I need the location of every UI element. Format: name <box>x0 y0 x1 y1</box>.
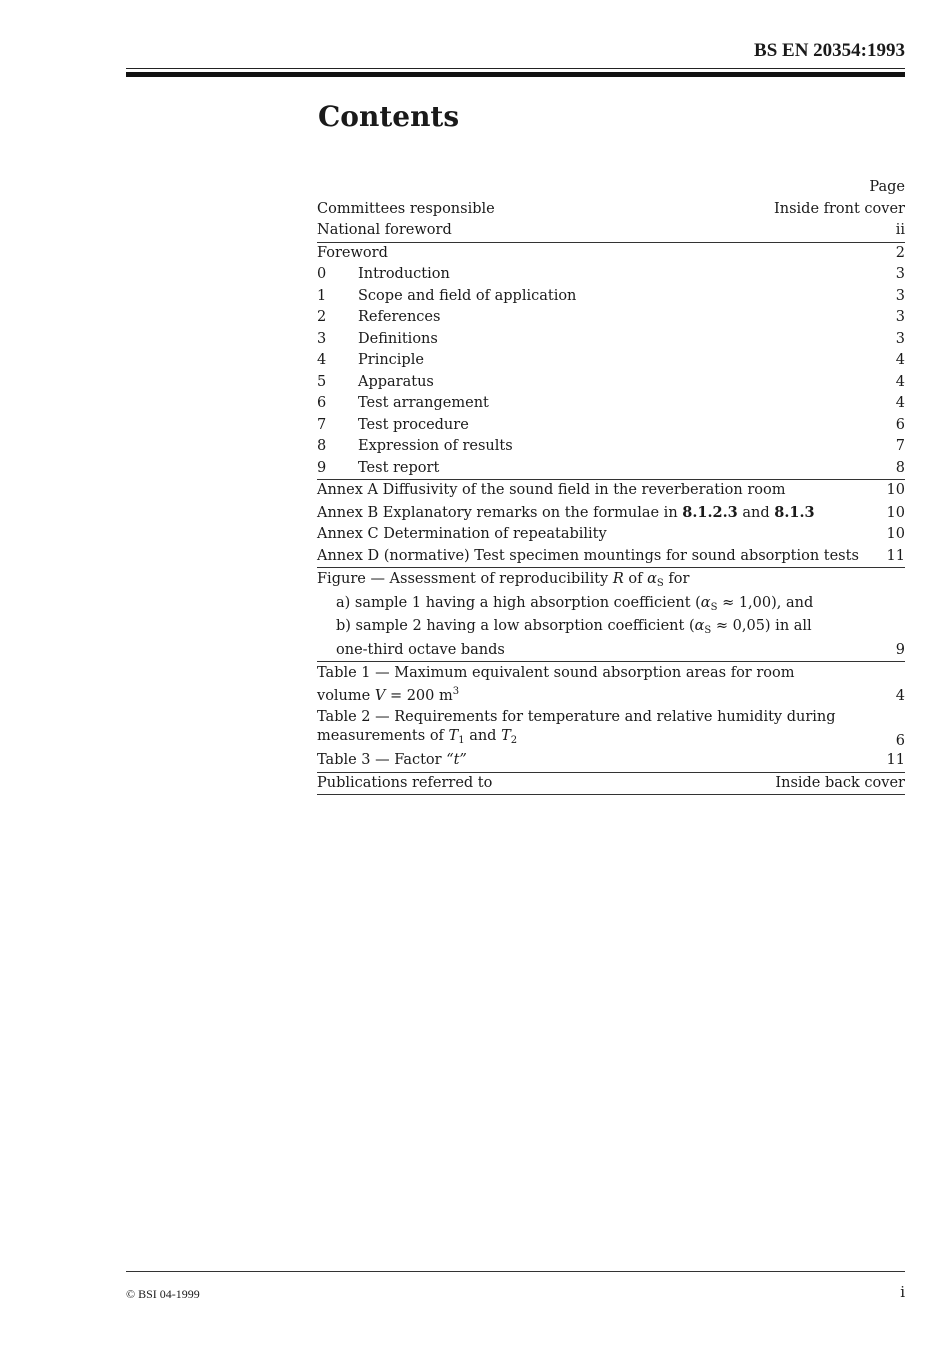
toc-annex-d[interactable]: Annex D (normative) Test specimen mountings for sound absorption tests 11 <box>317 546 905 569</box>
copyright: © BSI 04-1999 <box>126 1287 200 1301</box>
toc-entry-national-foreword[interactable]: National foreword ii <box>317 220 905 243</box>
toc-publications[interactable]: Publications referred to Inside back cover <box>317 773 905 796</box>
toc-clause-0[interactable]: 0 Introduction 3 <box>317 266 905 282</box>
toc-table-3[interactable]: Table 3 — Factor “t” 11 <box>317 750 905 773</box>
toc-annex-c[interactable]: Annex C Determination of repeatability 10 <box>317 526 905 542</box>
toc-entry-committees[interactable]: Committees responsible Inside front cover <box>317 200 905 217</box>
page-number: i <box>900 1283 905 1301</box>
toc-clause-8[interactable]: 8 Expression of results 7 <box>317 438 905 454</box>
toc-entry-foreword[interactable]: Foreword 2 <box>317 244 905 261</box>
toc-clause-5[interactable]: 5 Apparatus 4 <box>317 373 905 390</box>
table-of-contents <box>317 177 905 795</box>
header-rule-thin <box>126 68 905 69</box>
toc-clause-7[interactable]: 7 Test procedure 6 <box>317 416 905 433</box>
toc-annex-a[interactable]: Annex A Diffusivity of the sound field in the reverberation room 10 <box>317 482 905 498</box>
header-rule-thick <box>126 72 905 77</box>
toc-figure[interactable]: Figure — Assessment of reproducibility R of $\alpha_S$ for a) sample 1 having a high absorption coefficient $(\alpha_S \approx 1,00)$, and b) sample 2 having a low absorption coefficient $(\alpha_S \approx 0,05)$ in all one-third octave bands 9 <box>317 568 905 662</box>
toc-clause-6[interactable]: 6 Test arrangement 4 <box>317 395 905 411</box>
toc-clause-4[interactable]: 4 Principle 4 <box>317 352 905 368</box>
toc-clause-9[interactable]: 9 Test report 8 <box>317 458 905 481</box>
page-column-heading: Page <box>869 179 905 195</box>
toc-clause-1[interactable]: 1 Scope and field of application 3 <box>317 287 905 304</box>
toc-clause-3[interactable]: 3 Definitions 3 <box>317 330 905 347</box>
footer-rule <box>126 1271 905 1272</box>
toc-annex-b[interactable]: Annex B Explanatory remarks on the formulae in 8.1.2.3 and 8.1.3 10 <box>317 503 905 521</box>
toc-clause-2[interactable]: 2 References 3 <box>317 309 905 325</box>
standard-code: BS EN 20354:1993 <box>754 40 905 61</box>
page-title: Contents <box>318 100 460 133</box>
toc-table-1[interactable]: Table 1 — Maximum equivalent sound absorption areas for room volume V = 200 $m^3$ 4 <box>317 665 905 704</box>
toc-table-2[interactable]: Table 2 — Requirements for temperature and relative humidity during measurements of $T_1$ and $T_2$ 6 <box>317 709 905 749</box>
